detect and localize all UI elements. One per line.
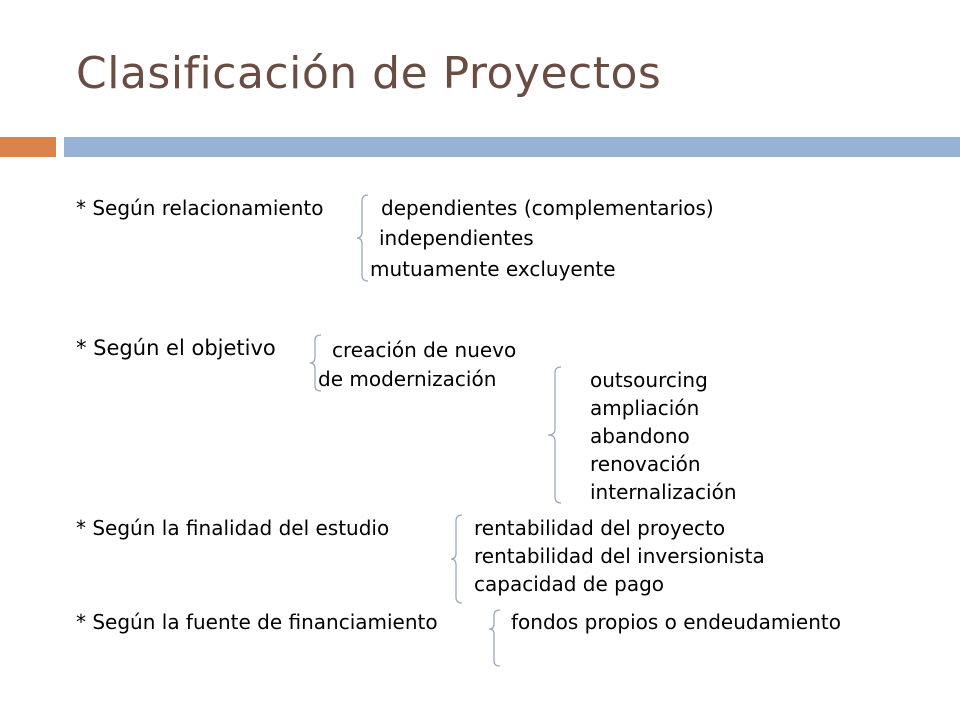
item-rentabilidad-proyecto: rentabilidad del proyecto	[474, 516, 726, 540]
item-rentabilidad-inversionista: rentabilidad del inversionista	[474, 544, 765, 568]
subitem-abandono: abandono	[590, 424, 690, 448]
slide-title: Clasificación de Proyectos	[76, 48, 662, 99]
item-dependientes: dependientes (complementarios)	[381, 196, 714, 220]
item-fondos-propios: fondos propios o endeudamiento	[511, 610, 841, 634]
brace-finalidad	[450, 514, 466, 604]
item-creacion-de-nuevo: creación de nuevo	[332, 338, 517, 362]
brace-fuente	[488, 609, 504, 667]
section-label-objetivo: * Según el objetivo	[76, 336, 276, 360]
brace-modernizacion	[547, 366, 565, 504]
section-label-fuente: * Según la fuente de financiamiento	[76, 610, 438, 634]
item-independientes: independientes	[379, 226, 534, 250]
accent-bar	[0, 137, 56, 157]
section-label-relacionamiento: * Según relacionamiento	[76, 196, 324, 220]
item-capacidad-de-pago: capacidad de pago	[474, 572, 664, 596]
subitem-internalizacion: internalización	[590, 480, 737, 504]
item-de-modernizacion: de modernización	[318, 367, 497, 391]
subitem-ampliacion: ampliación	[590, 396, 700, 420]
item-mutuamente-excluyente: mutuamente excluyente	[370, 257, 616, 281]
subitem-renovacion: renovación	[590, 452, 701, 476]
subitem-outsourcing: outsourcing	[590, 368, 708, 392]
section-label-finalidad: * Según la finalidad del estudio	[76, 516, 390, 540]
header-bar	[64, 137, 960, 157]
